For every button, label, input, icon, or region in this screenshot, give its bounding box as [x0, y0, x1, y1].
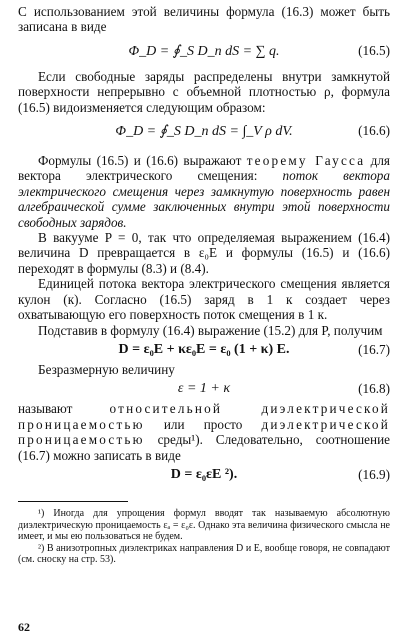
- equation-16-9: [18, 463, 390, 487]
- paragraph-6: Подставив в формулу (16.4) выражение (15.2) для P, получим: [38, 322, 383, 338]
- text-run: для вектора электрического смещения:: [18, 153, 390, 184]
- italic-statement: поток вектора электрического смещения через замкнутую поверхность равен алгебраической сумме заключенных внутри этой поверхности свободных зарядов.: [18, 168, 390, 230]
- text-run: среды¹). Следовательно, соотношение (16.7) можно записать в виде: [18, 432, 390, 463]
- paragraph-7: Безразмерную величину: [38, 361, 175, 377]
- text-run: или просто: [144, 416, 262, 432]
- equation-body: D = ε₀E + κε₀E = ε₀ (1 + κ) E.: [118, 341, 290, 357]
- equation-body: ε = 1 + κ: [177, 381, 231, 397]
- footnote-divider: [18, 501, 128, 502]
- equation-number: (16.8): [358, 381, 390, 397]
- spaced-term: относительной диэлектрической проницаемостью: [18, 401, 391, 432]
- equation-number: (16.7): [358, 341, 390, 357]
- paragraph-1: С использованием этой величины формула (16.3) может быть записана в виде: [18, 4, 390, 35]
- equation-body: D = ε₀εE ²).: [170, 466, 238, 482]
- text-run: называют: [18, 401, 110, 417]
- equation-16-8: [18, 377, 390, 401]
- page-number: 62: [18, 620, 30, 634]
- equation-16-5: [18, 35, 390, 69]
- equation-number: (16.6): [358, 123, 390, 139]
- text-run: Формулы (16.5) и (16.6) выражают: [38, 153, 247, 169]
- equation-number: (16.9): [358, 466, 390, 482]
- spaced-term: теорему Гаусса: [246, 153, 366, 169]
- paragraph-5: Единицей потока вектора электрического смещения является кулон (к). Согласно (16.5) заряд в 1 к создает через охватывающую его поверхность поток смещения в 1 к.: [18, 276, 390, 323]
- equation-body: Φ_D = ∮_S D_n dS = ∫_V ρ dV.: [115, 124, 293, 140]
- equation-body: Φ_D = ∮_S D_n dS = ∑ q.: [128, 43, 280, 59]
- equation-16-6: [18, 115, 390, 153]
- paragraph-4: В вакууме P = 0, так что определяемая выражением (16.4) величина D превращается в ε₀E и формулы (16.5) и (16.6) переходят в формулы (8.3) и (8.4).: [18, 230, 390, 276]
- equation-number: (16.5): [358, 42, 390, 58]
- spaced-term: диэлектрической проницаемостью: [18, 416, 390, 448]
- footnote-1: ¹) Иногда для упрощения формул вводят так называемую абсолютную диэлектрическую проницаемость εₐ = ε₀ε. Однако эта величина физического смысла не имеет, и мы ею пользоваться не будем.: [18, 507, 390, 543]
- footnote-2: ²) В анизотропных диэлектриках направления D и E, вообще говоря, не совпадают (см. сноску на стр. 53).: [18, 542, 390, 566]
- paragraph-2: Если свободные заряды распределены внутри замкнутой поверхности непрерывно с объемной плотностью ρ, формула (16.5) видоизменяется следующим образом:: [18, 68, 390, 115]
- equation-16-7: [18, 338, 390, 362]
- paragraph-8: [18, 401, 390, 463]
- paragraph-3: [18, 153, 390, 230]
